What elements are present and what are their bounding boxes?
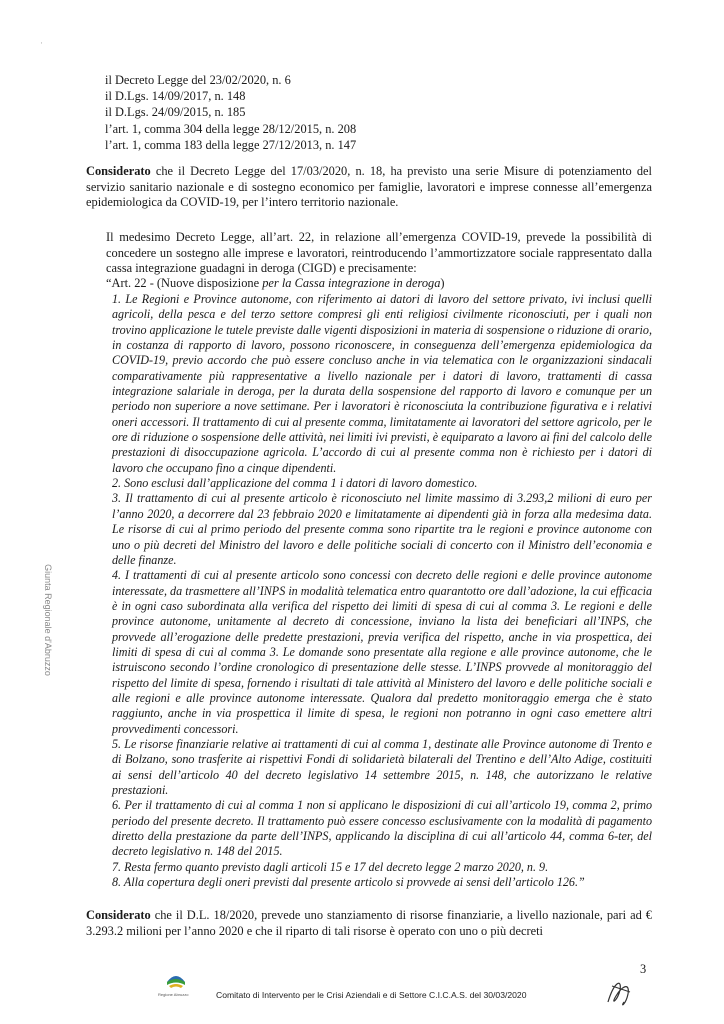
article-paragraph: 1. Le Regioni e Province autonome, con riferimento ai datori di lavoro del settore privato, ivi inclusi quelli agricoli, della pesca e del terzo settore compresi gli enti religiosi civilmente riconosciuti, per i quali non trovino applicazione le tutele previste dalle vigenti disposizioni in materia di sospensione o riduzione di orario, in costanza di rapporto di lavoro, possono riconoscere, in conseguenza dell’emergenza epidemiologica da COVID-19, previo accordo che può essere concluso anche in via telematica con le organizzazioni sindacali comparativamente più rappresentative a livello nazionale per i datori di lavoro, trattamenti di cassa integrazione salariale in deroga, per la durata della sospensione del rapporto di lavoro e comunque per un periodo non superiore a nove settimane. Per i lavoratori è riconosciuta la contribuzione figurativa e i relativi oneri accessori. Il trattamento di cui al presente comma, limitatamente ai lavoratori del settore agricolo, per le ore di riduzione o sospensione delle attività, nei limiti ivi previsti, è equiparato a lavoro ai fini del calcolo delle prestazioni di disoccupazione agricola. L’accordo di cui al presente comma non è richiesto per i datori di lavoro che occupano fino a cinque dipendenti. [112, 292, 652, 475]
article-paragraph: 7. Resta fermo quanto previsto dagli articoli 15 e 17 del decreto legge 2 marzo 2020, n. 9. [112, 859, 549, 874]
considerato-lead: Considerato [86, 164, 151, 178]
logo-caption: Regione Abruzzo [158, 992, 189, 997]
article-paragraph: 5. Le risorse finanziarie relative ai trattamenti di cui al comma 1, destinate alle Province autonome di Trento e di Bolzano, sono trasferite ai rispettivi Fondi di solidarietà bilaterali del Trentino e dell’Alto Adige, costituiti ai sensi dell’articolo 40 del decreto legislativo 14 settembre 2015, n. 148, che autorizzano le relative prestazioni. [112, 736, 652, 797]
regione-logo-icon [165, 968, 187, 990]
considerato-lead: Considerato [86, 908, 151, 922]
reference-item: il D.Lgs. 24/09/2015, n. 185 [105, 105, 246, 120]
reference-item: l’art. 1, comma 183 della legge 27/12/2013, n. 147 [105, 137, 357, 152]
article-body [112, 292, 652, 890]
reference-item: il Decreto Legge del 23/02/2020, n. 6 [105, 73, 291, 87]
considerato-paragraph-1 [86, 164, 652, 211]
page-footer [0, 960, 724, 1010]
footer-text: Comitato di Intervento per le Crisi Aziendali e di Settore C.I.C.A.S. del 30/03/2020 [216, 990, 527, 1000]
article-paragraph: 6. Per il trattamento di cui al comma 1 non si applicano le disposizioni di cui all’articolo 19, comma 2, primo periodo del presente decreto. Il trattamento può essere concesso esclusivamente con la modalità di pagamento diretto della prestazione da parte dell’INPS, applicando la disciplina di cui all’articolo 44, comma 6-ter, del decreto legislativo n. 148 del 2015. [112, 798, 652, 859]
article-paragraph: 3. Il trattamento di cui al presente articolo è riconosciuto nel limite massimo di 3.293,2 milioni di euro per l’anno 2020, a decorrere dal 23 febbraio 2020 e limitatamente ai dipendenti già in forza alla medesima data. Le risorse di cui al primo periodo del presente comma sono ripartite tra le regioni e province autonome con uno o più decreti del Ministro del lavoro e delle politiche sociali di concerto con il Ministro dell’economia e delle finanze. [112, 491, 652, 567]
article-paragraph: 2. Sono esclusi dall’applicazione del comma 1 i datori di lavoro domestico. [112, 476, 478, 491]
article-heading: “Art. 22 - (Nuove disposizione per la Cassa integrazione in deroga) [106, 276, 445, 290]
article-paragraph: 8. Alla copertura degli oneri previsti dal presente articolo si provvede ai sensi dell’articolo 126.” [112, 875, 585, 890]
article-paragraph: 4. I trattamenti di cui al presente articolo sono concessi con decreto delle regioni e delle province autonome interessate, da trasmettere all’INPS in modalità telematica entro quarantotto ore dall’adozione, la cui efficacia è in ogni caso subordinata alla verifica del rispetto dei limiti di spesa di cui al comma 3. Le regioni e delle province autonome, unitamente al decreto di concessione, inviano la lista dei beneficiari all’INPS, che provvede all’erogazione delle predette prestazioni, previa verifica del rispetto, anche in via prospettica, dei limiti di spesa di cui al comma 3. Le domande sono presentate alla regione e alle province autonome, che le istruiscono secondo l’ordine cronologico di presentazione delle stesse. L’INPS provvede al monitoraggio del rispetto del limite di spesa, fornendo i risultati di tale attività al Ministero del lavoro e delle politiche sociali e alle regioni e alle province autonome interessate. Qualora dal predetto monitoraggio emerga che è stato raggiunto, anche in via prospettica il limite di spesa, le regioni non potranno in ogni caso emettere altri provvedimenti concessori. [112, 568, 652, 736]
reference-item: il D.Lgs. 14/09/2017, n. 148 [105, 89, 246, 104]
considerato-text: che il D.L. 18/2020, prevede uno stanziamento di risorse finanziarie, a livello nazionale, pari ad € 3.293.2 milioni per l’anno 2020 e che il riparto di tali risorse è operato con uno o più decreti [86, 908, 652, 938]
page-number: 3 [640, 962, 647, 976]
decree-paragraph: Il medesimo Decreto Legge, all’art. 22, in relazione all’emergenza COVID-19, prevede la possibilità di concedere un sostegno alle imprese e lavoratori, reintroducendo l’ammortizzatore sociale rappresentato dalla cassa integrazione guadagni in deroga (CIGD) e precisamente: [106, 230, 652, 276]
references-list [105, 72, 356, 153]
side-stamp: Giunta Regionale d'Abruzzo [43, 564, 53, 676]
reference-item: l’art. 1, comma 304 della legge 28/12/2015, n. 208 [105, 121, 357, 136]
considerato-paragraph-2 [86, 908, 652, 940]
corner-mark: · [40, 38, 43, 48]
signature-icon [600, 972, 640, 1012]
considerato-text: che il Decreto Legge del 17/03/2020, n. 18, ha previsto una serie Misure di potenziamento del servizio sanitario nazionale e di sostegno economico per famiglie, lavoratori e imprese connesse all’emergenza epidemiologica da COVID-19, per l’intero territorio nazionale. [86, 164, 652, 210]
